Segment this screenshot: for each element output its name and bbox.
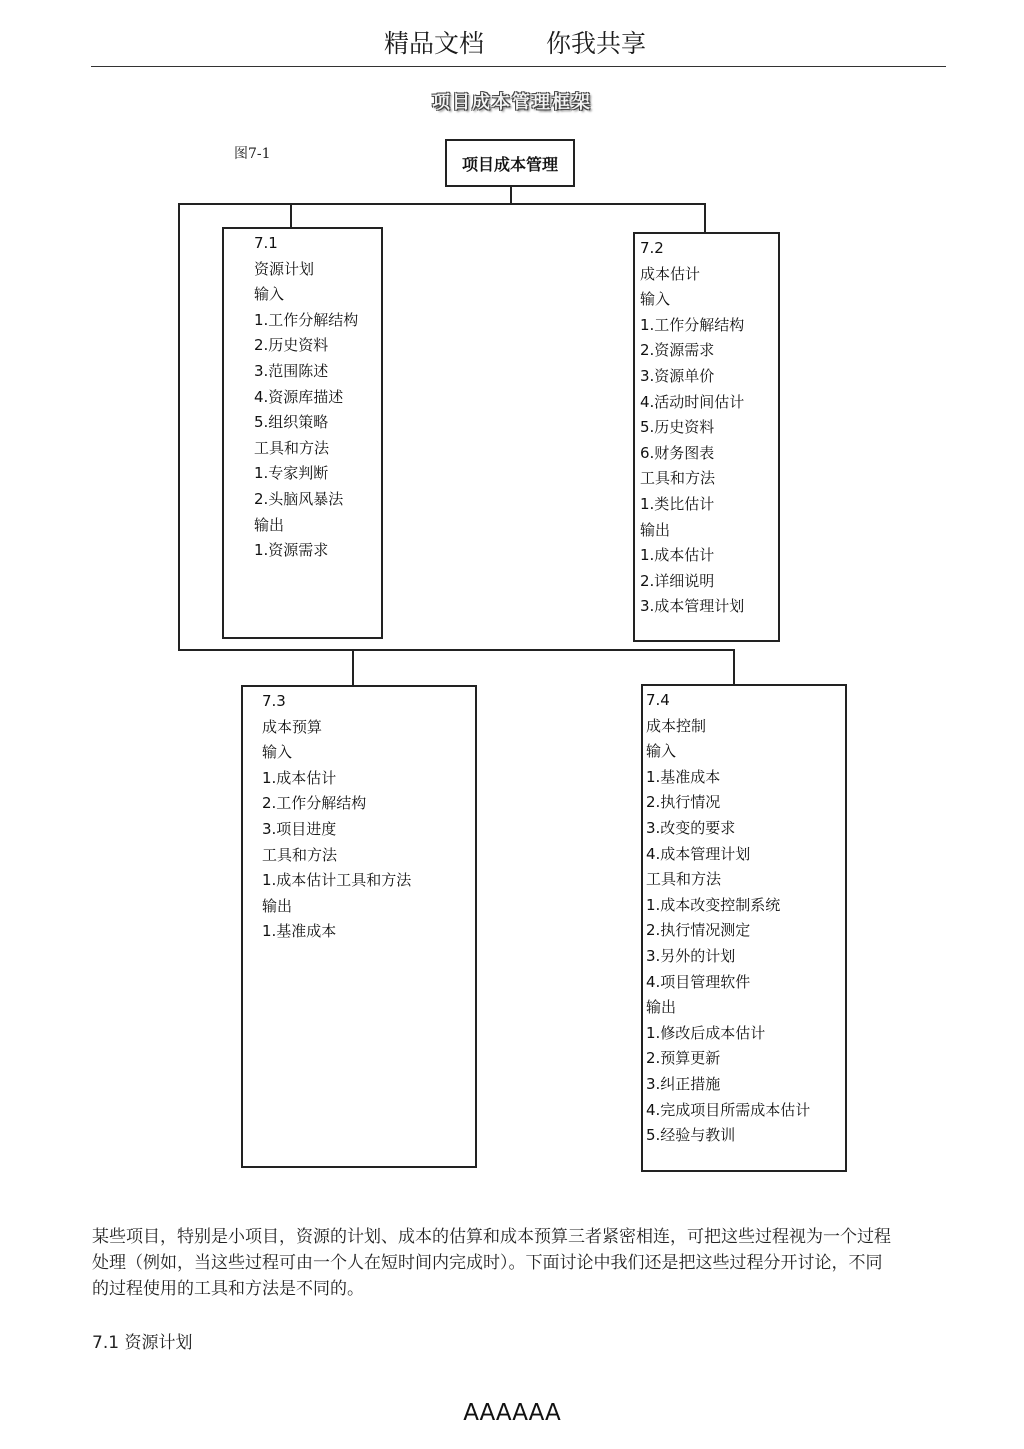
box-line: 5.组织策略	[254, 413, 329, 432]
box-line: 2.资源需求	[640, 341, 715, 360]
box-line: 成本预算	[262, 717, 323, 736]
connector-bottom-horizontal	[178, 649, 735, 651]
box-line: 4.完成项目所需成本估计	[646, 1100, 811, 1119]
box-line: 4.成本管理计划	[646, 844, 751, 863]
box-line: 6.财务图表	[640, 443, 715, 462]
box-line: 输出	[646, 998, 677, 1017]
box-line: 1.类比估计	[640, 494, 715, 513]
header-rule	[91, 66, 946, 67]
box-line: 输出	[262, 896, 293, 915]
box-line: 1.工作分解结构	[640, 315, 745, 334]
box-line: 工具和方法	[262, 845, 338, 864]
box-line: 4.项目管理软件	[646, 972, 751, 991]
box-line: 2.详细说明	[640, 571, 715, 590]
box-line: 输入	[254, 285, 285, 304]
box-line: 输入	[646, 742, 677, 761]
box-line: 1.资源需求	[254, 541, 329, 560]
box-line: 输出	[640, 520, 671, 539]
box-line: 1.基准成本	[646, 767, 721, 786]
box-line: 工具和方法	[254, 438, 330, 457]
box-line: 1.基准成本	[262, 922, 337, 941]
box-line: 输入	[640, 290, 671, 309]
process-box-7-3	[241, 685, 477, 1168]
figure-title: 项目成本管理框架	[432, 92, 592, 113]
connector-root-down	[510, 187, 512, 204]
box-line: 3.范围陈述	[254, 361, 329, 380]
box-line: 4.活动时间估计	[640, 392, 745, 411]
box-line: 3.资源单价	[640, 366, 715, 385]
box-line: 2.工作分解结构	[262, 794, 367, 813]
connector-to-box-4	[733, 649, 735, 686]
box-line: 2.历史资料	[254, 336, 329, 355]
root-node: 项目成本管理	[445, 139, 575, 187]
box-line: 5.经验与教训	[646, 1126, 736, 1145]
box-line: 7.4	[646, 691, 670, 709]
section-heading: 7.1 资源计划	[92, 1333, 193, 1353]
process-box-7-1	[222, 227, 383, 639]
header-right-text: 你我共享	[546, 29, 647, 58]
box-line: 7.3	[262, 692, 286, 710]
box-line: 1.成本估计工具和方法	[262, 871, 412, 890]
header-left-text: 精品文档	[384, 29, 485, 58]
box-line: 资源计划	[254, 259, 315, 278]
box-line: 2.执行情况	[646, 793, 721, 812]
connector-to-box-2	[704, 203, 706, 234]
box-line: 3.成本管理计划	[640, 597, 745, 616]
connector-left-vertical	[178, 203, 180, 650]
box-line: 1.成本改变控制系统	[646, 895, 781, 914]
box-line: 成本估计	[640, 264, 701, 283]
box-line: 5.历史资料	[640, 418, 715, 437]
body-paragraph: 某些项目，特别是小项目，资源的计划、成本的估算和成本预算三者紧密相连，可把这些过程视为一个过程处理（例如，当这些过程可由一个人在短时间内完成时）。下面讨论中我们还是把这些过程分开讨论，不同的过程使用的工具和方法是不同的。	[92, 1227, 891, 1299]
box-line: 7.1	[254, 234, 278, 252]
box-line: 1.工作分解结构	[254, 310, 359, 329]
box-line: 工具和方法	[640, 469, 716, 488]
box-line: 1.修改后成本估计	[646, 1023, 766, 1042]
box-line: 3.改变的要求	[646, 818, 736, 837]
box-line: 输出	[254, 515, 285, 534]
box-line: 1.成本估计	[262, 768, 337, 787]
box-line: 3.纠正措施	[646, 1074, 721, 1093]
process-box-7-2	[633, 232, 780, 642]
connector-to-box-1	[290, 203, 292, 229]
box-line: 3.另外的计划	[646, 946, 736, 965]
box-line: 2.执行情况测定	[646, 921, 751, 940]
box-line: 4.资源库描述	[254, 387, 344, 406]
box-line: 工具和方法	[646, 870, 722, 889]
box-line: 2.预算更新	[646, 1049, 721, 1068]
box-line: 7.2	[640, 239, 664, 257]
footer-text: AAAAAA	[463, 1400, 561, 1426]
box-line: 成本控制	[646, 716, 707, 735]
connector-top-horizontal	[178, 203, 706, 205]
box-line: 输入	[262, 743, 293, 762]
box-line: 1.专家判断	[254, 464, 329, 483]
figure-label: 图7-1	[234, 146, 271, 162]
box-line: 1.成本估计	[640, 546, 715, 565]
box-line: 3.项目进度	[262, 819, 337, 838]
box-line: 2.头脑风暴法	[254, 489, 344, 508]
connector-to-box-3	[352, 649, 354, 687]
process-box-7-4	[641, 684, 847, 1172]
